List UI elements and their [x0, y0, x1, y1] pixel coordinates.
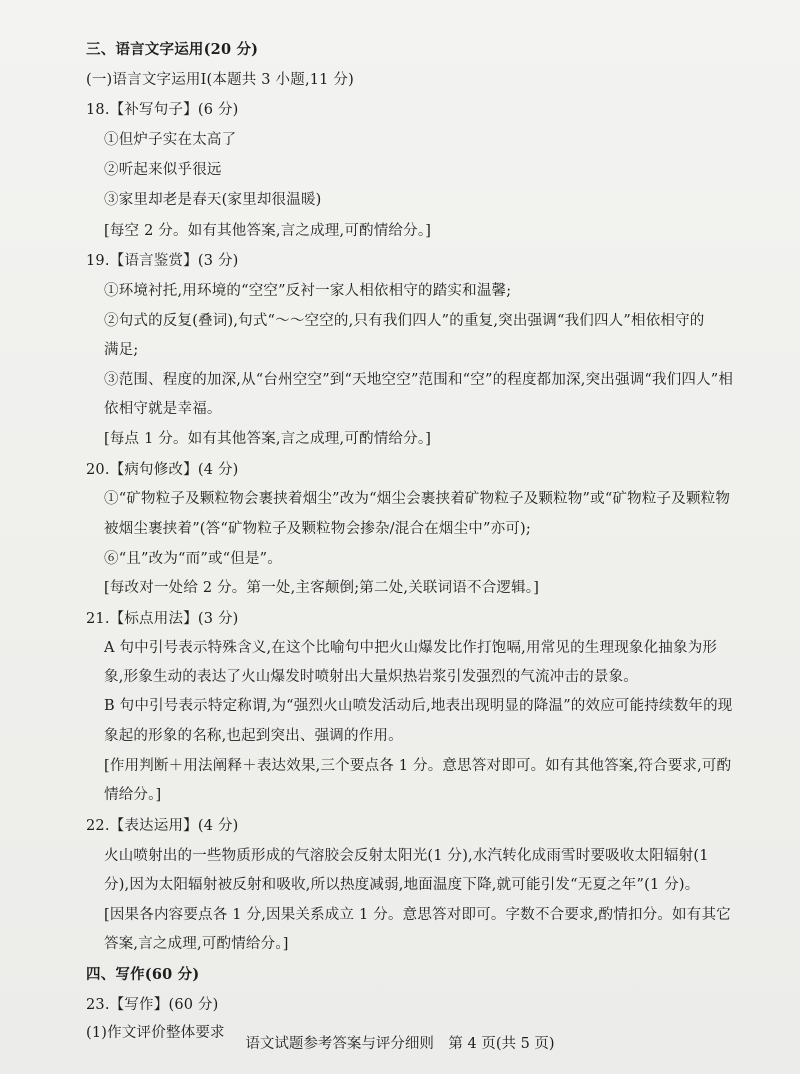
text-line: 三、语言文字运用(20 分) — [86, 41, 259, 58]
text-line: [每空 2 分。如有其他答案,言之成理,可酌情给分。] — [104, 223, 432, 239]
text-line: ①但炉子实在太高了 — [104, 132, 237, 148]
text-line: 22.【表达运用】(4 分) — [86, 818, 239, 834]
text-line: 火山喷射出的一些物质形成的气溶胶会反射太阳光(1 分),水汽转化成雨雪时要吸收太阳辐射(1 — [104, 848, 709, 864]
text-line: 四、写作(60 分) — [86, 966, 200, 983]
text-line: [作用判断＋用法阐释＋表达效果,三个要点各 1 分。意思答对即可。如有其他答案,符合要求,可酌 — [104, 758, 732, 774]
text-line: ②听起来似乎很远 — [104, 162, 222, 178]
text-line: 答案,言之成理,可酌情给分。] — [104, 936, 289, 952]
text-line: 20.【病句修改】(4 分) — [86, 462, 239, 478]
text-line: 18.【补写句子】(6 分) — [86, 102, 239, 118]
text-line: (一)语言文字运用Ⅰ(本题共 3 小题,11 分) — [86, 72, 354, 88]
text-line: B 句中引号表示特定称谓,为“强烈火山喷发活动后,地表出现明显的降温”的效应可能持续数年的现 — [104, 698, 733, 714]
text-line: ③范围、程度的加深,从“台州空空”到“天地空空”范围和“空”的程度都加深,突出强调“我们四人”相 — [104, 372, 734, 388]
text-line: 21.【标点用法】(3 分) — [86, 611, 239, 627]
text-line: ③家里却老是春天(家里却很温暖) — [104, 192, 322, 208]
text-line: ①环境衬托,用环境的“空空”反衬一家人相依相守的踏实和温馨; — [104, 283, 512, 299]
text-line: A 句中引号表示特殊含义,在这个比喻句中把火山爆发比作打饱嗝,用常见的生理现象化抽象为形 — [104, 640, 718, 656]
text-line: ②句式的反复(叠词),句式“～～空空的,只有我们四人”的重复,突出强调“我们四人”相依相守的 — [104, 313, 705, 329]
text-line: 满足; — [104, 342, 139, 358]
text-line: 依相守就是幸福。 — [104, 401, 222, 417]
text-line: 象,形象生动的表达了火山爆发时喷射出大量炽热岩浆引发强烈的气流冲击的景象。 — [104, 669, 639, 685]
text-line: (1)作文评价整体要求 — [86, 1025, 225, 1041]
text-line: ①“矿物粒子及颗粒物会裹挟着烟尘”改为“烟尘会裹挟着矿物粒子及颗粒物”或“矿物粒子及颗粒物 — [104, 491, 731, 507]
text-line: [每点 1 分。如有其他答案,言之成理,可酌情给分。] — [104, 431, 432, 447]
text-line: 23.【写作】(60 分) — [86, 997, 219, 1013]
text-line: [每改对一处给 2 分。第一处,主客颠倒;第二处,关联词语不合逻辑。] — [104, 580, 540, 596]
text-line: 被烟尘裹挟着”(答“矿物粒子及颗粒物会掺杂/混合在烟尘中”亦可); — [104, 521, 531, 537]
text-line: 分),因为太阳辐射被反射和吸收,所以热度减弱,地面温度下降,就可能引发“无夏之年”(1 分)。 — [104, 877, 700, 893]
text-line: 象起的形象的名称,也起到突出、强调的作用。 — [104, 728, 403, 744]
text-line: 19.【语言鉴赏】(3 分) — [86, 253, 239, 269]
text-line: [因果各内容要点各 1 分,因果关系成立 1 分。意思答对即可。字数不合要求,酌情扣分。如有其它 — [104, 907, 731, 923]
page-footer: 语文试题参考答案与评分细则 第 4 页(共 5 页) — [245, 1036, 555, 1052]
text-line: 情给分。] — [104, 787, 162, 803]
text-line: ⑥“且”改为“而”或“但是”。 — [104, 551, 282, 567]
